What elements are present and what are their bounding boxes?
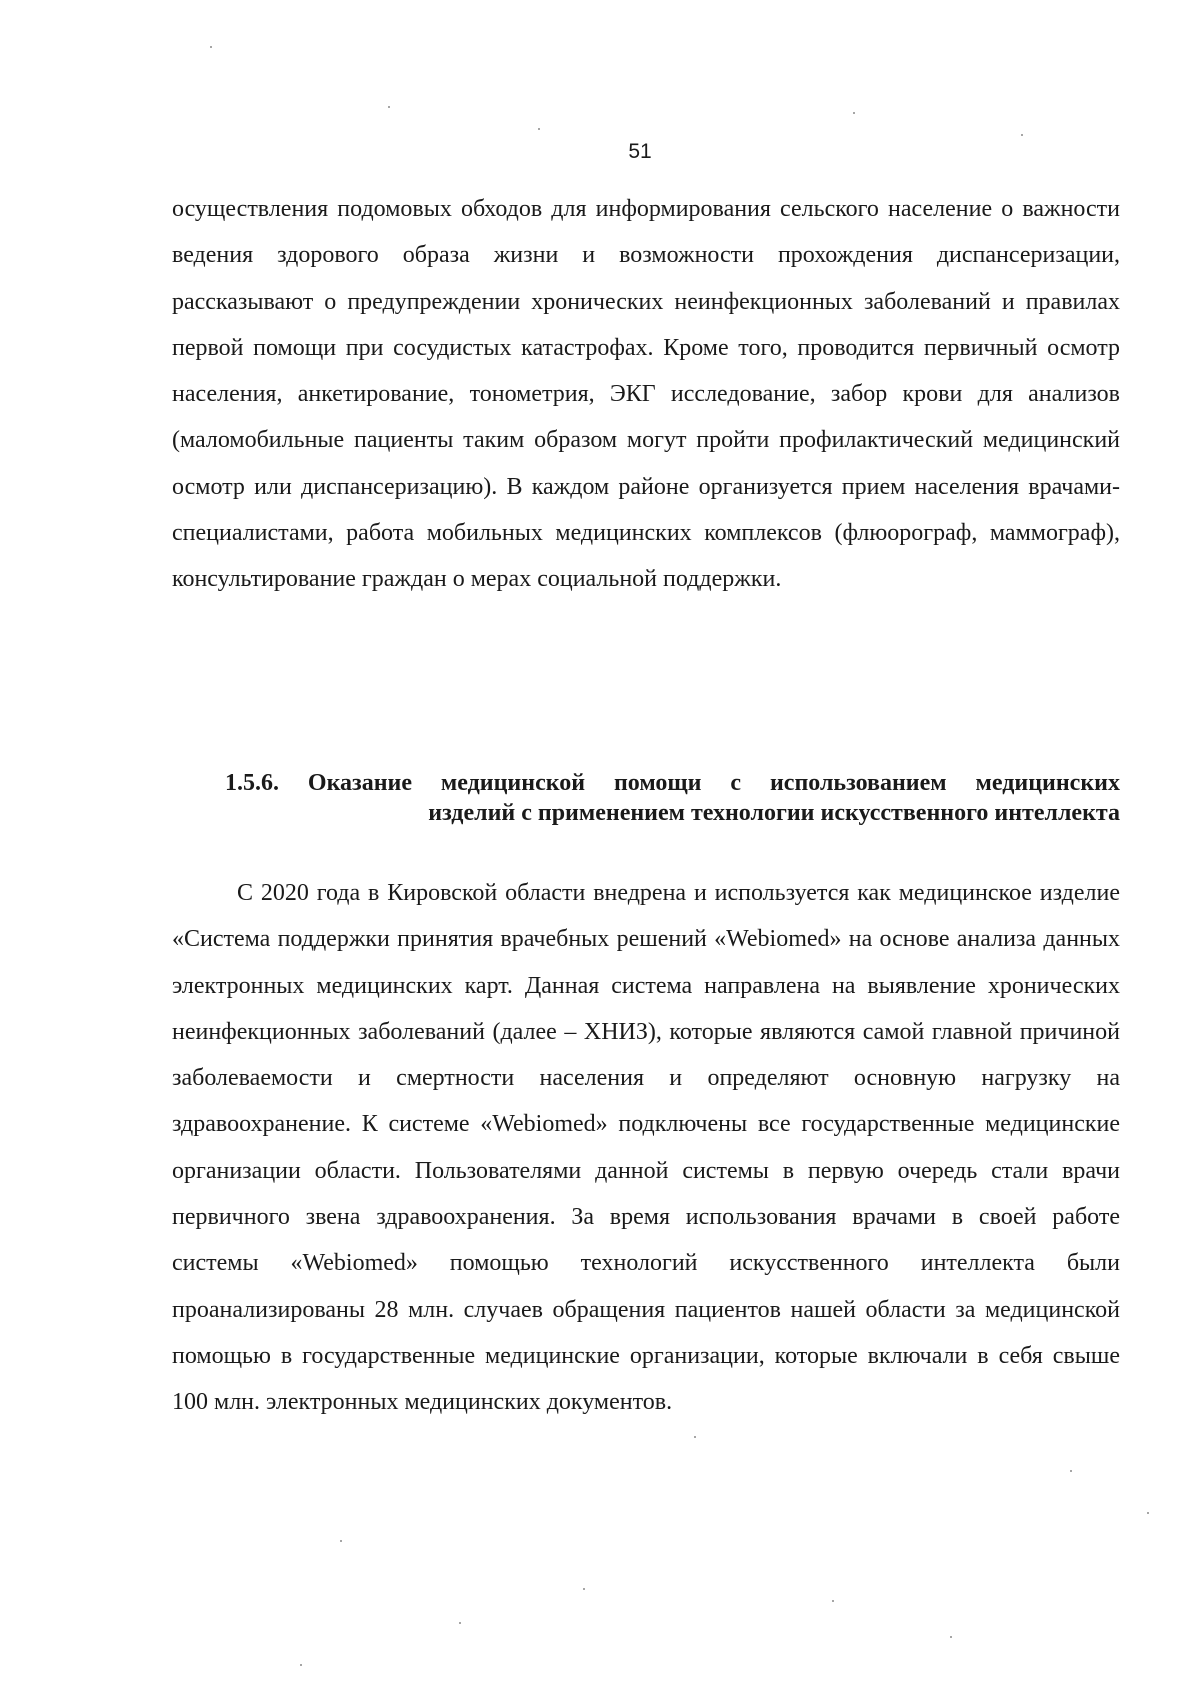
continuation-paragraph: осуществления подомовых обходов для информирования сельского население о важности ведения здорового образа жизни и возможности прохождения диспансеризации, рассказывают о предупреждении хронических неинфекционных заболеваний и правилах первой помощи при сосудистых катастрофах. Кроме того, проводится первичный осмотр населения, анкетирование, тонометрия, ЭКГ исследование, забор крови для анализов (маломобильные пациенты таким образом могут пройти профилактический медицинский осмотр или диспансеризацию). В каждом районе организуется прием населения врачами-специалистами, работа мобильных медицинских комплексов (флюорограф, маммограф), консультирование граждан о мерах социальной поддержки. bbox=[172, 196, 1120, 593]
scan-speck bbox=[583, 1588, 585, 1590]
scan-speck bbox=[950, 1636, 952, 1638]
scan-speck bbox=[340, 1540, 342, 1542]
section-title-line-1: Оказание медицинской помощи с использованием медицинских bbox=[307, 770, 1120, 796]
scan-speck bbox=[300, 1664, 302, 1666]
section-heading-line-1 bbox=[225, 768, 1120, 798]
continuation-text-block bbox=[172, 186, 1120, 603]
scan-speck bbox=[1021, 134, 1023, 136]
scan-speck bbox=[1070, 1470, 1072, 1472]
section-number: 1.5.6. bbox=[225, 770, 279, 796]
scan-speck bbox=[832, 1600, 834, 1602]
scan-speck bbox=[459, 1622, 461, 1624]
section-title-line-2: изделий с применением технологии искусственного интеллекта bbox=[428, 800, 1120, 826]
scan-speck bbox=[388, 106, 390, 108]
scan-speck bbox=[1147, 1512, 1149, 1514]
section-body-text-block bbox=[172, 870, 1120, 1426]
scan-speck bbox=[694, 1436, 696, 1438]
section-heading bbox=[225, 768, 1120, 828]
scan-speck bbox=[538, 128, 540, 130]
page-number: 51 bbox=[628, 140, 652, 163]
scan-speck bbox=[853, 112, 855, 114]
section-paragraph: С 2020 года в Кировской области внедрена и используется как медицинское изделие «Система поддержки принятия врачебных решений «Webiomed» на основе анализа данных электронных медицинских карт. Данная система направлена на выявление хронических неинфекционных заболеваний (далее – ХНИЗ), которые являются самой главной причиной заболеваемости и смертности населения и определяют основную нагрузку на здравоохранение. К системе «Webiomed» подключены все государственные медицинские организации области. Пользователями данной системы в первую очередь стали врачи первичного звена здравоохранения. За время использования врачами в своей работе системы «Webiomed» помощью технологий искусственного интеллекта были проанализированы 28 млн. случаев обращения пациентов нашей области за медицинской помощью в государственные медицинские организации, которые включали в себя свыше 100 млн. электронных медицинских документов. bbox=[172, 880, 1120, 1416]
scan-speck bbox=[210, 46, 212, 48]
